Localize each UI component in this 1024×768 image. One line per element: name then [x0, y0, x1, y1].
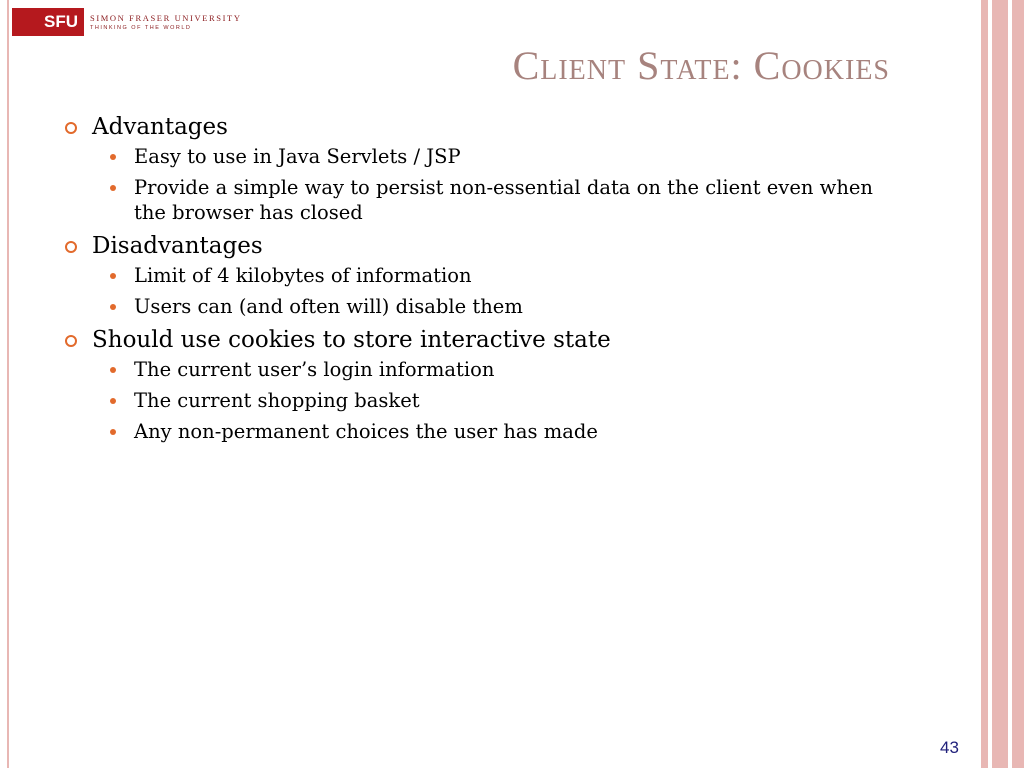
right-decorative-stripe	[992, 0, 1008, 768]
sub-bullet-list	[62, 263, 942, 319]
bullet-level2	[62, 175, 894, 225]
right-decorative-stripe	[981, 0, 988, 768]
bullet-level1-text: Disadvantages	[92, 233, 263, 259]
dot-bullet-icon	[110, 273, 116, 279]
bullet-level2	[62, 294, 894, 319]
bullet-level2-text: Limit of 4 kilobytes of information	[134, 264, 472, 287]
ring-bullet-icon	[65, 122, 77, 134]
ring-bullet-icon	[65, 335, 77, 347]
bullet-level2	[62, 388, 894, 413]
logo-text	[90, 13, 242, 32]
dot-bullet-icon	[110, 154, 116, 160]
bullet-level2-text: Any non-permanent choices the user has made	[134, 420, 598, 443]
logo-tagline: THINKING OF THE WORLD	[90, 24, 192, 31]
bullet-level2-text: The current user’s login information	[134, 358, 495, 381]
bullet-level2	[62, 144, 894, 169]
slide-content	[62, 112, 942, 450]
dot-bullet-icon	[110, 398, 116, 404]
bullet-level1	[62, 231, 942, 261]
slide-title: Client State: Cookies	[512, 43, 890, 88]
logo-mark: SFU	[12, 8, 84, 36]
right-decorative-stripe	[1012, 0, 1024, 768]
bullet-level2-text: Users can (and often will) disable them	[134, 295, 523, 318]
ring-bullet-icon	[65, 241, 77, 253]
bullet-level2	[62, 357, 894, 382]
dot-bullet-icon	[110, 304, 116, 310]
bullet-level2-text: The current shopping basket	[134, 389, 420, 412]
bullet-level2	[62, 419, 894, 444]
logo-university-name: SIMON FRASER UNIVERSITY	[90, 12, 242, 23]
sub-bullet-list	[62, 357, 942, 444]
bullet-level2	[62, 263, 894, 288]
bullet-level2-text: Provide a simple way to persist non-essential data on the client even when the browser has closed	[134, 176, 873, 224]
dot-bullet-icon	[110, 367, 116, 373]
bullet-level1-text: Should use cookies to store interactive state	[92, 327, 611, 353]
sfu-logo	[12, 8, 242, 36]
page-number: 43	[940, 738, 959, 757]
bullet-level1	[62, 325, 942, 355]
bullet-level1-text: Advantages	[92, 114, 228, 140]
left-border-line	[7, 0, 9, 768]
bullet-level2-text: Easy to use in Java Servlets / JSP	[134, 145, 461, 168]
dot-bullet-icon	[110, 185, 116, 191]
dot-bullet-icon	[110, 429, 116, 435]
sub-bullet-list	[62, 144, 942, 225]
bullet-level1	[62, 112, 942, 142]
